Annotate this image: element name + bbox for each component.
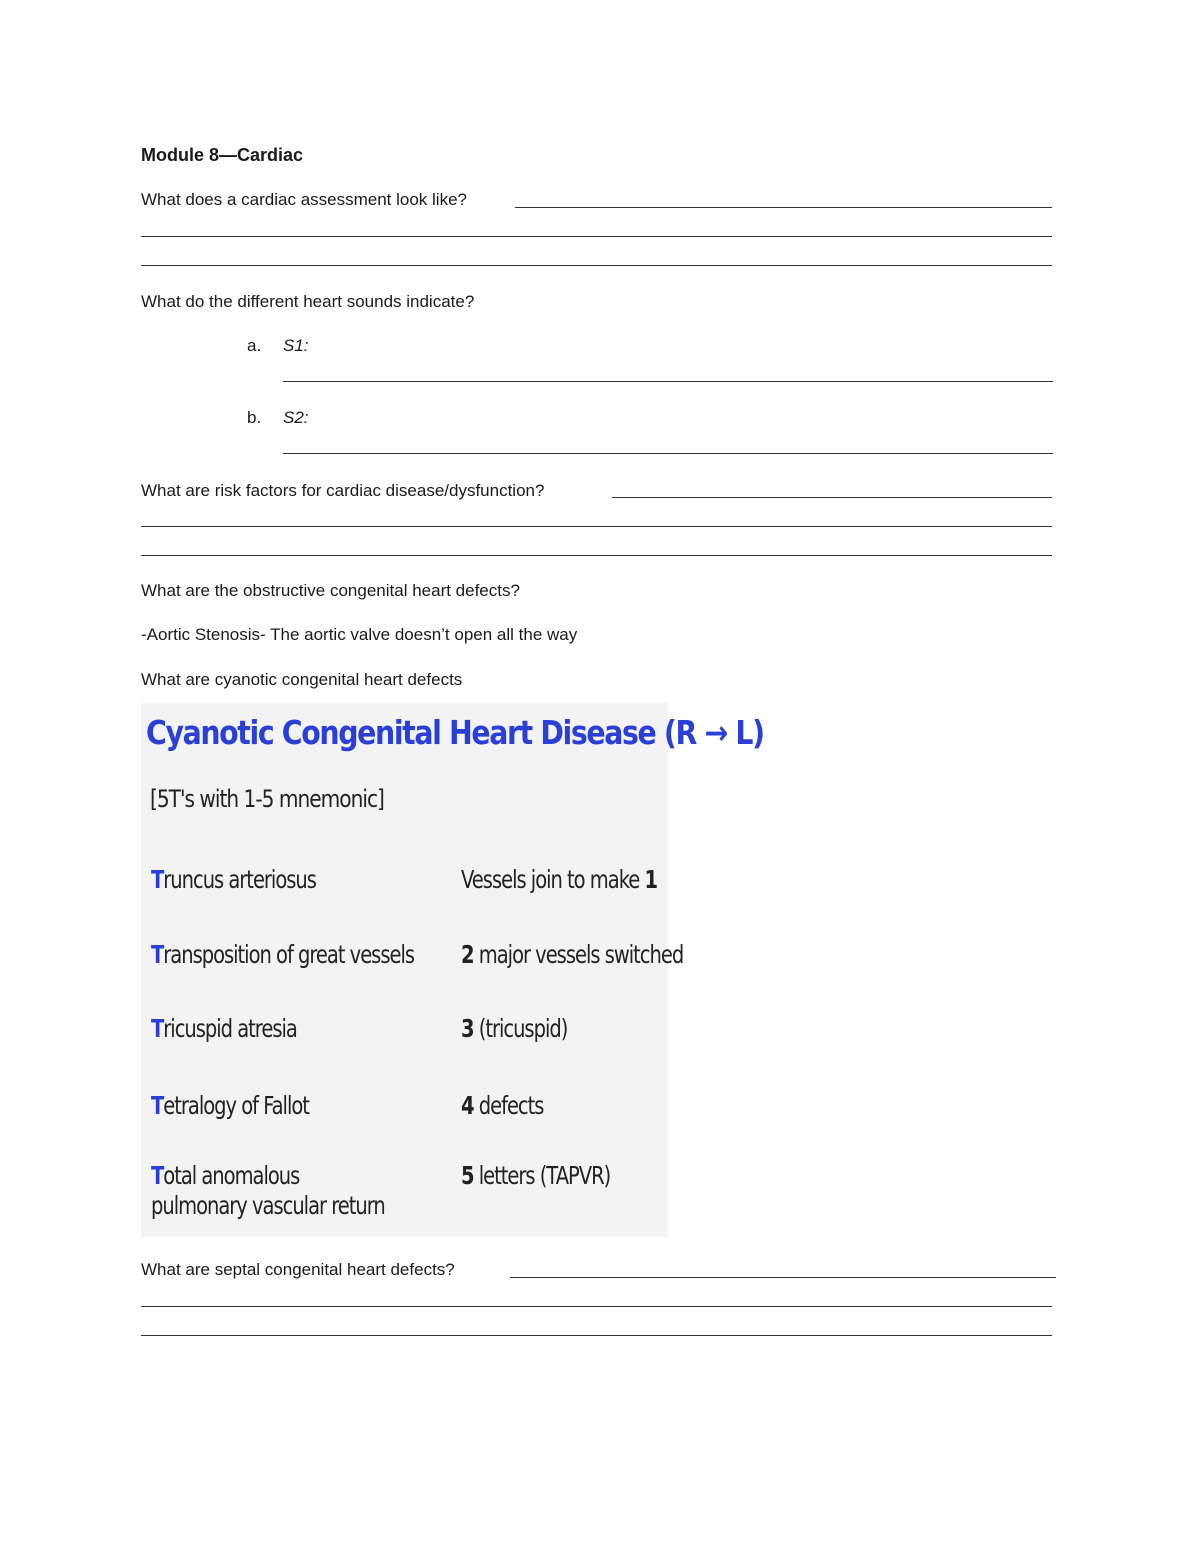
answer-line[interactable] (612, 497, 1052, 498)
figure-number: 5 (461, 1161, 474, 1190)
answer-aortic-stenosis: -Aortic Stenosis- The aortic valve doesn’t open all the way (141, 625, 578, 644)
answer-line[interactable] (283, 453, 1053, 454)
cyanotic-chd-figure (141, 703, 764, 1237)
answer-line[interactable] (283, 381, 1053, 382)
figure-row-term (151, 1014, 297, 1044)
figure-subtitle: [5T's with 1-5 mnemonic] (150, 785, 384, 813)
answer-line[interactable] (141, 1335, 1052, 1336)
figure-row-term (151, 1161, 385, 1221)
figure-number: 1 (644, 865, 658, 894)
figure-title: Cyanotic Congenital Heart Disease (R → L) (146, 713, 764, 752)
list-label-s1: S1: (283, 336, 309, 355)
question-cardiac-assessment: What does a cardiac assessment look like? (141, 190, 467, 209)
figure-term-text: runcus arteriosus (163, 865, 316, 894)
figure-number: 4 (461, 1091, 474, 1120)
page-title: Module 8—Cardiac (141, 145, 304, 165)
answer-line[interactable] (141, 1306, 1052, 1307)
answer-line[interactable] (515, 207, 1052, 208)
figure-meaning-text: major vessels switched (473, 940, 684, 969)
figure-term-text: ricuspid atresia (163, 1014, 297, 1043)
question-cyanotic-defects: What are cyanotic congenital heart defects (141, 670, 463, 689)
figure-number: 3 (461, 1014, 474, 1043)
figure-row-meaning (461, 1091, 543, 1121)
question-septal-defects: What are septal congenital heart defects? (141, 1260, 455, 1279)
answer-line[interactable] (141, 526, 1052, 527)
list-label-s2: S2: (283, 408, 309, 427)
figure-initial: T (151, 1091, 164, 1120)
figure-initial: T (151, 865, 164, 894)
figure-meaning-text: defects (473, 1091, 544, 1120)
figure-number: 2 (461, 940, 474, 969)
figure-meaning-text: (tricuspid) (473, 1014, 568, 1043)
figure-row-meaning (461, 1014, 567, 1044)
question-heart-sounds: What do the different heart sounds indicate? (141, 292, 475, 311)
figure-row-meaning (461, 865, 657, 895)
figure-term-text-line2: pulmonary vascular return (151, 1191, 385, 1220)
figure-meaning-text: Vessels join to make (461, 865, 645, 894)
question-risk-factors: What are risk factors for cardiac disease/dysfunction? (141, 481, 545, 500)
answer-line[interactable] (141, 236, 1052, 237)
list-marker: b. (247, 408, 262, 427)
figure-term-text: etralogy of Fallot (163, 1091, 309, 1120)
figure-initial: T (151, 1161, 164, 1190)
figure-initial: T (151, 1014, 164, 1043)
figure-term-text: ransposition of great vessels (163, 940, 415, 969)
figure-meaning-text: letters (TAPVR) (473, 1161, 611, 1190)
figure-row-meaning (461, 940, 683, 970)
figure-row-term (151, 940, 414, 970)
figure-term-text: otal anomalous (163, 1161, 300, 1190)
answer-line[interactable] (141, 265, 1052, 266)
answer-line[interactable] (141, 555, 1052, 556)
question-obstructive-defects: What are the obstructive congenital heart defects? (141, 581, 520, 600)
figure-initial: T (151, 940, 164, 969)
list-marker: a. (247, 336, 262, 355)
figure-row-term (151, 865, 316, 895)
answer-line[interactable] (510, 1277, 1056, 1278)
figure-row-meaning (461, 1161, 610, 1191)
figure-row-term (151, 1091, 309, 1121)
